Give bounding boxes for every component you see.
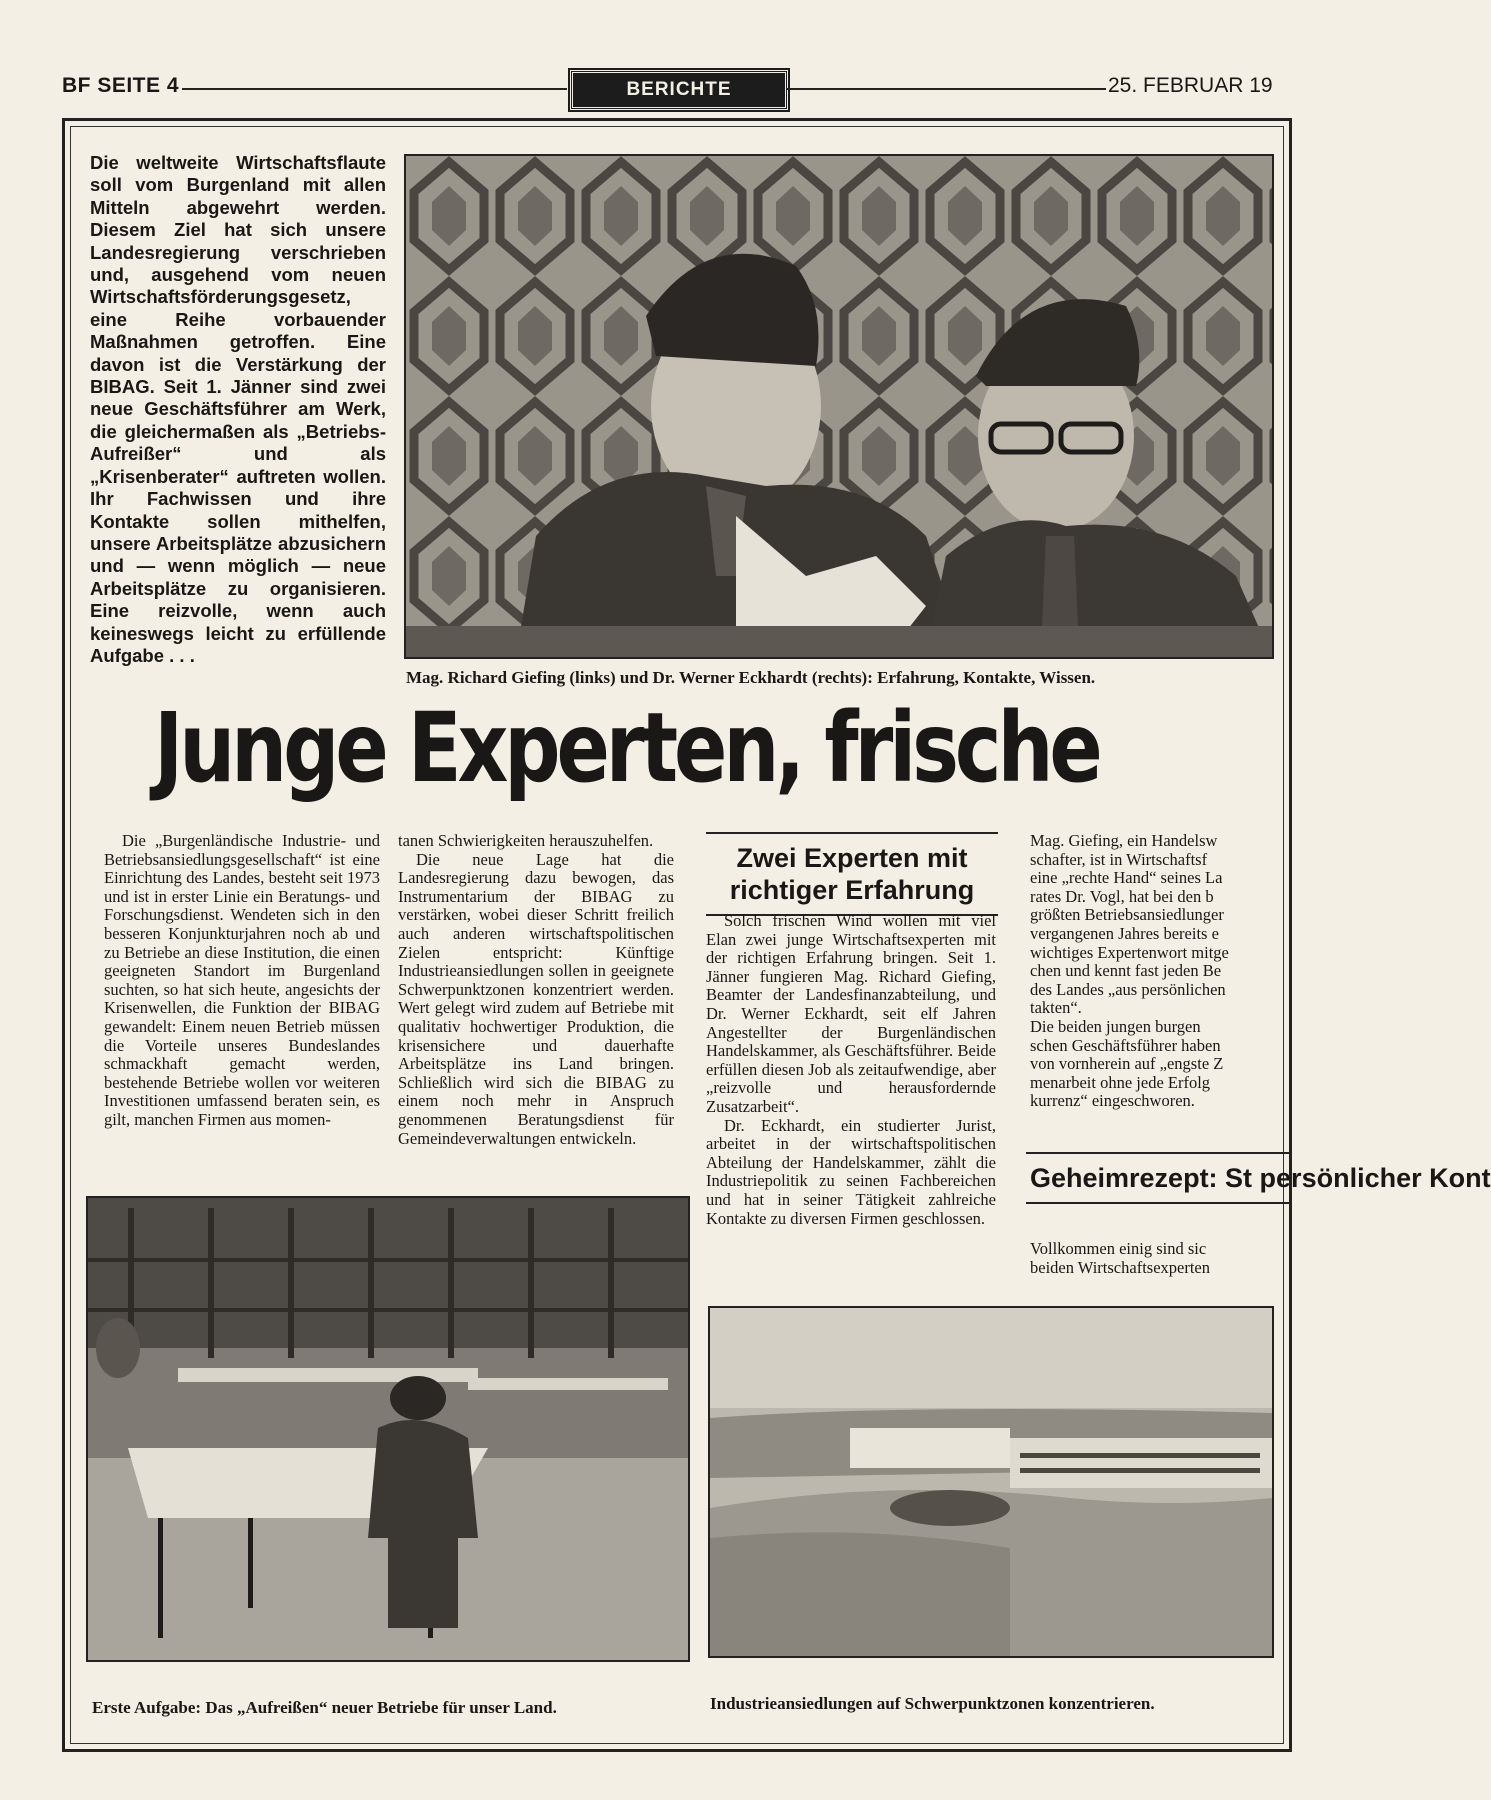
line: von vornherein auf „engste Z <box>1030 1054 1224 1074</box>
line: vergangenen Jahres bereits e <box>1030 923 1219 943</box>
line: eine „rechte Hand“ seines La <box>1030 868 1223 888</box>
paragraph: Solch frischen Wind wollen mit viel Elan zwei junge Wirtschaftsexperten mit der richtigen Erfahrung bringen. Seit 1. Jänner fungieren Mag. Richard Giefing, Beamter der Landesfinanzabteilung, und Dr. Werner Eckhardt, seit elf Jahren Angestellter der Burgenländischen Handelskammer, als Geschäftsführer. Beide erfüllen diesen Job als zeitaufwendige, aber „reizvolle und herausfordernde Zusatzarbeit“. <box>706 911 996 1116</box>
paragraph: Die neue Lage hat die Landesregierung dazu bewogen, das Instrumentarium der BIBAG zu verstärken, wobei dieser Schritt freilich auch anderen wirtschaftspolitischen Zielen entspricht: Künftige Industrieansiedlungen sollen in geeignete Schwerpunktzonen konzentriert werden. Wert gelegt wird zudem auf Betriebe mit qualitativ hochwertiger Produktion, die krisensichere und dauerhafte Arbeitsplätze ins Land bringen. Schließlich wird sich die BIBAG zu einem noch mehr in Anspruch genommenen Beratungsdienst für Gemeindeverwaltungen entwickeln. <box>398 849 674 1148</box>
line: kurrenz“ eingeschworen. <box>1030 1091 1195 1111</box>
body-column-4 <box>1030 832 1274 1111</box>
page-number: BF SEITE 4 <box>62 74 180 97</box>
issue-date: 25. FEBRUAR 19 <box>1108 74 1273 97</box>
line: beiden Wirtschaftsexperten <box>1030 1257 1211 1277</box>
header-rule-right <box>786 88 1106 90</box>
line: Mag. Giefing, ein Handelsw <box>1030 831 1218 850</box>
subheading-secret-recipe: Geheimrezept: St persönlicher Kont <box>1026 1152 1290 1204</box>
subheading-experts: Zwei Experten mit richtiger Erfahrung <box>706 832 998 916</box>
line: Vollkommen einig sind sic <box>1030 1239 1207 1258</box>
body-column-3 <box>706 912 996 1228</box>
photo-workshop <box>86 1196 690 1662</box>
line: menarbeit ohne jede Erfolg <box>1030 1072 1211 1092</box>
photo-two-experts <box>404 154 1274 659</box>
line: schafter, ist in Wirtschaftsf <box>1030 849 1208 869</box>
paragraph: tanen Schwierigkeiten herauszuhelfen. <box>398 831 654 850</box>
article-headline: Junge Experten, frische <box>154 692 1099 804</box>
line: chen und kennt fast jeden Be <box>1030 961 1222 981</box>
photo2-caption: Erste Aufgabe: Das „Aufreißen“ neuer Betriebe für unser Land. <box>92 1698 557 1717</box>
line: rates Dr. Vogl, hat bei den b <box>1030 886 1214 906</box>
line: des Landes „aus persönlichen <box>1030 979 1226 999</box>
body-column-1 <box>104 832 380 1130</box>
paragraph: Dr. Eckhardt, ein studierter Jurist, arbeitet in der wirtschaftspolitischen Abteilung der Handelskammer, zählt die Industriepolitik zu seinen Fachbereichen und hat in seiner Tätigkeit zahlreiche Kontakte zu diversen Firmen geschlossen. <box>706 1115 996 1228</box>
header-rule-left <box>182 88 567 90</box>
intro-text: Die weltweite Wirtschaftsflaute soll vom Burgenland mit allen Mitteln abgewehrt werden. Diesem Ziel hat sich unsere Landesregierung verschrieben und, ausgehend vom neuen Wirtschaftsförderungsgesetz, eine Reihe vorbauender Maßnahmen getroffen. Eine davon ist die Verstärkung der BIBAG. Seit 1. Jänner sind zwei neue Geschäftsführer am Werk, die gleichermaßen als „Betriebs-Aufreißer“ und als „Krisenberater“ auftreten wollen. Ihr Fachwissen und ihre Kontakte sollen mithelfen, unsere Arbeitsplätze abzusichern und — wenn möglich — neue Arbeitsplätze zu organisieren. Eine reizvolle, wenn auch keineswegs leicht zu erfüllende Aufgabe . . . <box>90 152 386 666</box>
photo1-caption: Mag. Richard Giefing (links) und Dr. Werner Eckhardt (rechts): Erfahrung, Kontakte, Wissen. <box>406 668 1096 687</box>
line: Die beiden jungen burgen <box>1030 1016 1201 1036</box>
section-label: BERICHTE <box>570 70 788 110</box>
line: wichtiges Expertenwort mitge <box>1030 942 1229 962</box>
line: größten Betriebsansiedlunger <box>1030 905 1224 925</box>
line: takten“. <box>1030 998 1082 1018</box>
photo-industrial-zone <box>708 1306 1274 1658</box>
photo3-caption: Industrieansiedlungen auf Schwerpunktzonen konzentrieren. <box>710 1694 1155 1713</box>
body-column-2 <box>398 832 674 1148</box>
body-column-4-continued <box>1030 1240 1274 1277</box>
line: schen Geschäftsführer haben <box>1030 1035 1221 1055</box>
paragraph: Die „Burgenländische Industrie- und Betriebsansiedlungsgesellschaft“ ist eine Einrichtung des Landes, besteht seit 1973 und ist in erster Linie ein Beratungs- und Forschungsdienst. Wendeten sich in den besseren Konjunkturjahren noch ab und zu Betriebe an diese Institution, die einen geeigneten Standort im Burgenland suchten, so hat sich heute, angesichts der Krisenwellen, die Funktion der BIBAG gewandelt: Einem neuen Betrieb müssen die Vorteile unseres Bundeslandes schmackhaft gemacht werden, bestehende Betriebe wollen vor weiteren Investitionen umfassend beraten sein, es gilt, manchen Firmen aus momen- <box>104 831 380 1129</box>
